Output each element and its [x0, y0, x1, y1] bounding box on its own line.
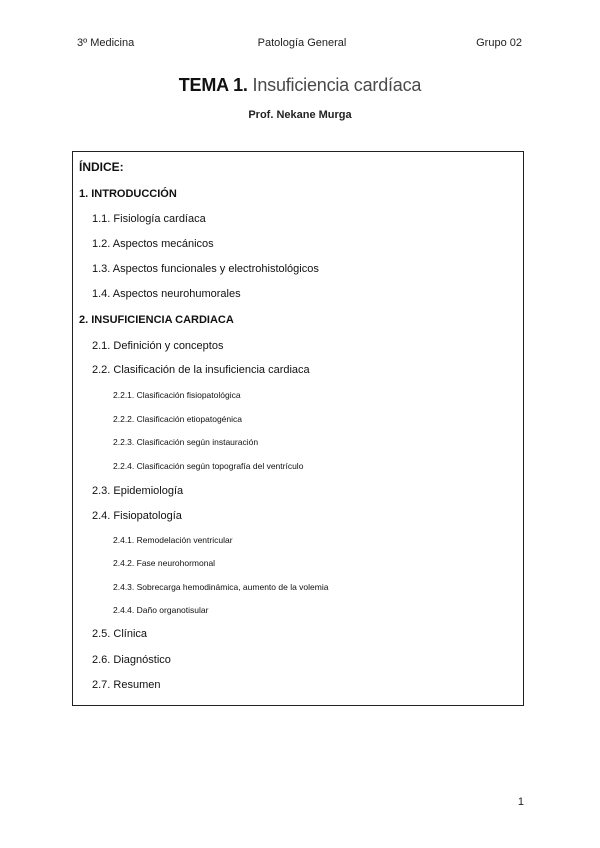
toc-entry: 1.3. Aspectos funcionales y electrohistológicos — [92, 263, 319, 275]
toc-entry: 2.2. Clasificación de la insuficiencia cardiaca — [92, 364, 310, 376]
author: Prof. Nekane Murga — [248, 109, 352, 121]
toc-entry: 1.2. Aspectos mecánicos — [92, 238, 214, 250]
toc-entry: 2.7. Resumen — [92, 679, 161, 691]
document-title — [0, 75, 600, 96]
toc-entry: 2. INSUFICIENCIA CARDIACA — [79, 314, 234, 326]
header-subject: Patología General — [257, 37, 347, 49]
title-main: Insuficiencia cardíaca — [252, 75, 422, 95]
title-prefix: TEMA 1. — [178, 75, 248, 95]
page-number: 1 — [517, 796, 524, 808]
toc-entry: 2.2.3. Clasificación según instauración — [113, 437, 259, 447]
toc-entry: 2.4.2. Fase neurohormonal — [113, 558, 216, 568]
toc-entry: 2.4.4. Daño organotisular — [113, 605, 209, 615]
toc-entry: 1. INTRODUCCIÓN — [79, 188, 177, 200]
toc-entry: 2.1. Definición y conceptos — [92, 340, 224, 352]
toc-entry: 1.4. Aspectos neurohumorales — [92, 288, 241, 300]
toc-entry: 1.1. Fisiología cardíaca — [92, 213, 206, 225]
toc-entry: 2.4.1. Remodelación ventricular — [113, 535, 233, 545]
toc-heading: ÍNDICE: — [79, 160, 124, 174]
toc-entry: 2.5. Clínica — [92, 628, 148, 640]
table-of-contents — [72, 151, 524, 706]
toc-entry: 2.6. Diagnóstico — [92, 654, 171, 666]
toc-entry: 2.4. Fisiopatología — [92, 510, 182, 522]
header-group: Grupo 02 — [476, 37, 522, 49]
toc-entry: 2.2.1. Clasificación fisiopatológica — [113, 390, 241, 400]
toc-entry: 2.2.4. Clasificación según topografía del ventrículo — [113, 461, 304, 471]
toc-entry: 2.4.3. Sobrecarga hemodinámica, aumento de la volemia — [113, 582, 329, 592]
toc-entry: 2.3. Epidemiología — [92, 485, 184, 497]
toc-entry: 2.2.2. Clasificación etiopatogénica — [113, 414, 242, 424]
header-course: 3º Medicina — [77, 37, 135, 49]
